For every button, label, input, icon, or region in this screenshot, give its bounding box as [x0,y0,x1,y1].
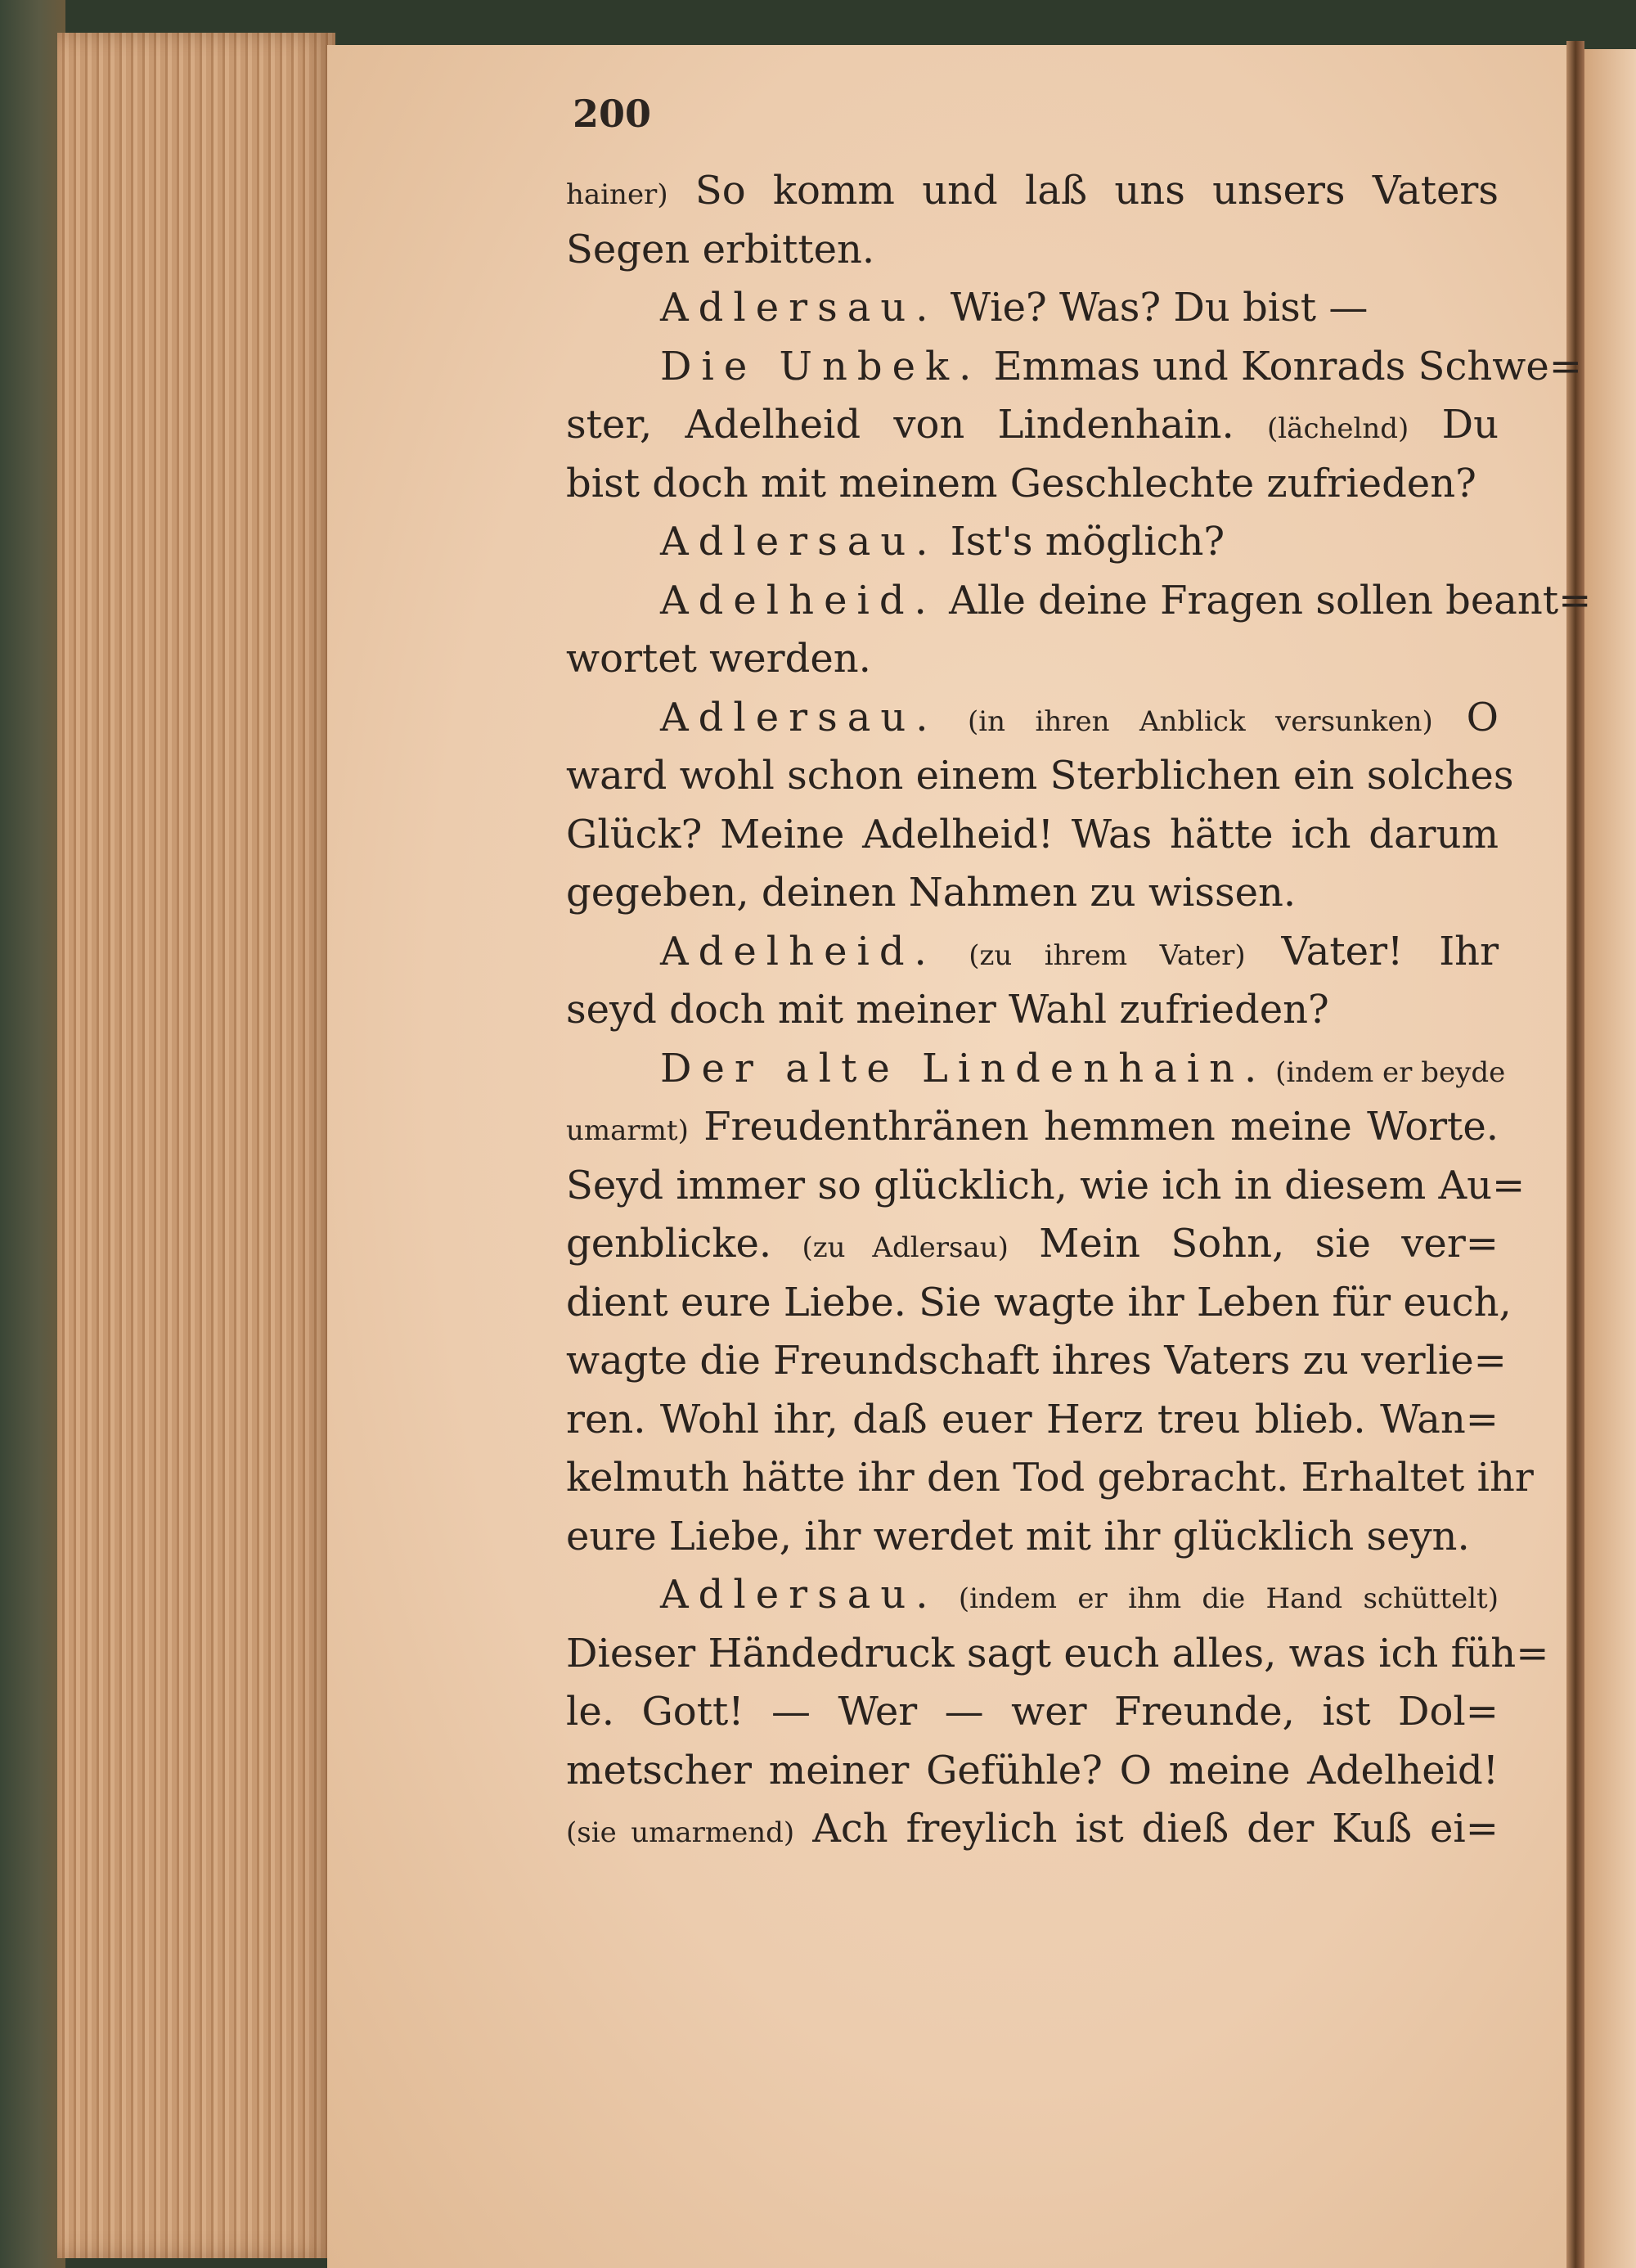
dialogue-text: bist doch mit meinem Geschlechte zufrieden? [566,460,1476,506]
text-line [566,396,1499,455]
text-line [566,864,1499,923]
page-text [566,162,1592,1859]
text-line [566,981,1499,1040]
dialogue-text: So komm und laß uns unsers Vaters [667,168,1499,214]
book-cover [0,0,65,2268]
speaker-name: Der alte Lindenhain. [660,1045,1267,1091]
text-line [566,1157,1526,1216]
text-line [566,338,1582,397]
dialogue-text: Seyd immer so glücklich, wie ich in diesem Au= [566,1162,1526,1208]
speaker-name: Adlersau. [660,519,938,565]
dialogue-text: wortet werden. [566,636,871,682]
text-line [566,1274,1512,1333]
dialogue-text: Vater! Ihr [1245,928,1499,974]
dialogue-text: wagte die Freundschaft ihres Vaters zu verlie= [566,1338,1507,1384]
stage-direction: (sie umarmend) [566,1816,795,1849]
dialogue-text: metscher meiner Gefühle? O meine Adelheid! [566,1747,1499,1793]
stage-direction: (zu ihrem Vater) [936,938,1246,972]
text-line [566,221,1499,280]
text-line [566,513,1499,572]
stage-direction: (in ihren Anblick versunken) [937,704,1433,738]
stage-direction: (indem er ihm die Hand schüttelt) [937,1582,1499,1615]
dialogue-text: Emmas und Konrads Schwe= [981,343,1582,389]
speaker-name: Adelheid. [660,577,937,623]
dialogue-text: le. Gott! — Wer — wer Freunde, ist Dol= [566,1689,1499,1735]
text-line [566,1449,1534,1508]
dialogue-text: gegeben, deinen Nahmen zu wissen. [566,870,1297,916]
text-line [566,1683,1499,1742]
facing-page [1584,49,1636,2268]
dialogue-text: Glück? Meine Adelheid! Was hätte ich darum [566,811,1499,857]
dialogue-text: dient eure Liebe. Sie wagte ihr Leben für euch, [566,1279,1512,1325]
dialogue-text: Du [1409,402,1499,448]
dialogue-text: ster, Adelheid von Lindenhain. [566,402,1268,448]
text-line [566,1391,1499,1450]
speaker-name: Adlersau. [660,1572,938,1618]
stage-direction: (lächelnd) [1267,412,1409,445]
dialogue-text: Dieser Händedruck sagt euch alles, was ich füh= [566,1630,1549,1676]
text-line [566,1742,1499,1801]
text-line [566,1566,1499,1625]
speaker-name: Die Unbek. [660,343,982,389]
dialogue-text: ward wohl schon einem Sterblichen ein solches [566,753,1514,799]
text-line [566,1508,1499,1567]
text-line [566,1098,1499,1157]
dialogue-text: genblicke. [566,1221,802,1267]
text-line [566,279,1499,338]
text-line [566,1625,1549,1684]
text-line [566,572,1592,631]
dialogue-text: kelmuth hätte ihr den Tod gebracht. Erhaltet ihr [566,1455,1534,1501]
dialogue-text: Alle deine Fragen sollen beant= [936,577,1592,623]
text-line [566,923,1499,982]
dialogue-text: ren. Wohl ihr, daß euer Herz treu blieb. Wan= [566,1396,1499,1442]
dialogue-text: Mein Sohn, sie ver= [1008,1221,1499,1267]
text-line [566,455,1499,514]
dialogue-text: Segen erbitten. [566,226,875,272]
text-line [566,1332,1507,1391]
dialogue-text: Ach freylich ist dieß der Kuß ei= [794,1806,1499,1852]
text-line [566,162,1499,221]
text-line [566,806,1499,865]
stage-direction: (zu Adlersau) [802,1231,1009,1264]
dialogue-text: eure Liebe, ihr werdet mit ihr glücklich seyn. [566,1513,1470,1559]
speaker-name: Adelheid. [660,928,937,974]
stage-direction: hainer) [566,178,668,211]
text-line [566,630,1499,689]
text-line [566,1800,1499,1859]
speaker-name: Adlersau. [660,694,938,740]
text-line [566,1040,1506,1099]
dialogue-text: Ist's möglich? [937,519,1225,565]
stage-direction: (indem er beyde [1266,1055,1506,1089]
text-line [566,1215,1499,1274]
dialogue-text: Freudenthränen hemmen meine Worte. [688,1104,1499,1150]
text-line [566,689,1499,748]
dialogue-text: seyd doch mit meiner Wahl zufrieden? [566,987,1329,1033]
dialogue-text: O [1432,694,1499,740]
speaker-name: Adlersau. [660,285,938,331]
page-edges [57,33,335,2258]
text-line [566,747,1514,806]
dialogue-text: Wie? Was? Du bist — [937,285,1369,331]
stage-direction: umarmt) [566,1114,689,1147]
page-number: 200 [573,92,652,136]
